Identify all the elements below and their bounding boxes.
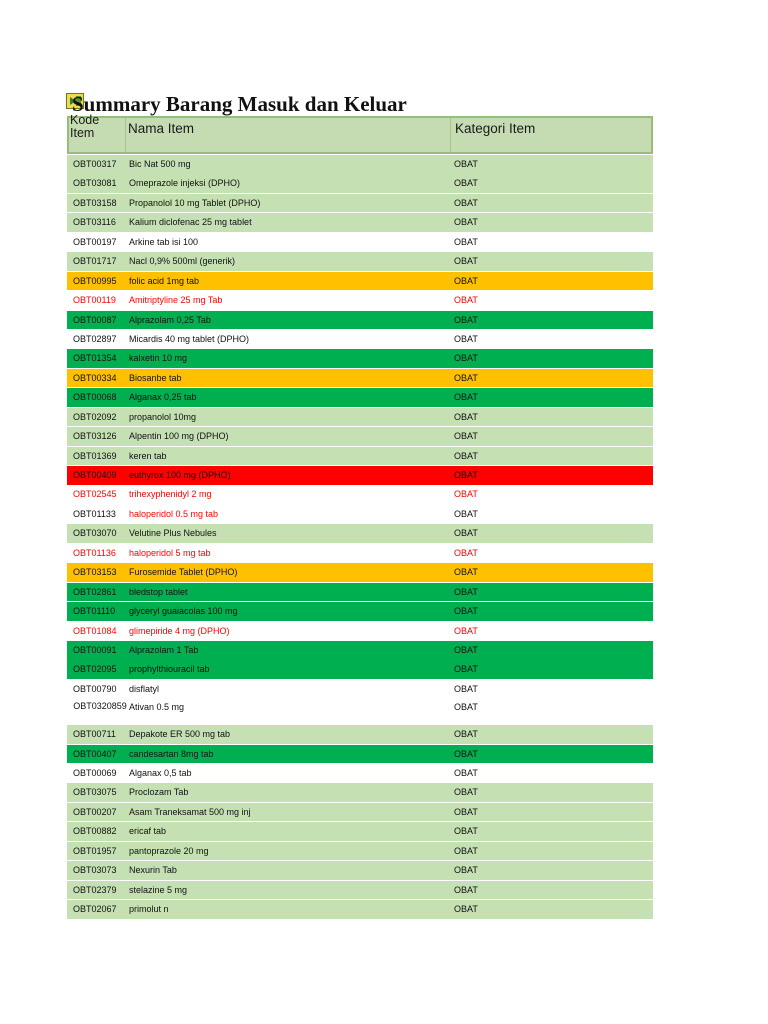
cell-kode: OBT00197 xyxy=(73,236,117,247)
table-row xyxy=(67,174,653,193)
cell-nama: Nacl 0,9% 500ml (generik) xyxy=(129,256,236,267)
cell-nama: Depakote ER 500 mg tab xyxy=(129,729,231,740)
table-row xyxy=(67,900,653,919)
cell-kategori: OBAT xyxy=(454,256,478,267)
cell-kategori: OBAT xyxy=(454,806,478,817)
cell-kategori: OBAT xyxy=(454,489,478,500)
cell-kode: OBT03075 xyxy=(73,787,117,798)
cell-kode: OBT00091 xyxy=(73,644,117,655)
cell-kode: OBT00790 xyxy=(73,683,117,694)
table-row xyxy=(67,641,653,660)
cell-kode: OBT00068 xyxy=(73,392,117,403)
header-divider xyxy=(450,118,451,152)
table-row xyxy=(67,291,653,310)
table-row xyxy=(67,764,653,783)
cell-kategori: OBAT xyxy=(454,644,478,655)
table-row xyxy=(67,466,653,485)
table-body xyxy=(67,155,653,919)
cell-kode: OBT01110 xyxy=(73,606,116,617)
cell-nama: trihexyphenidyl 2 mg xyxy=(129,489,212,500)
cell-kode: OBT02861 xyxy=(73,586,117,597)
cell-kode: OBT00119 xyxy=(73,295,116,306)
cell-kode: OBT00409 xyxy=(73,470,117,480)
cell-kategori: OBAT xyxy=(454,748,478,759)
cell-kategori: OBAT xyxy=(454,547,478,558)
cell-kategori: OBAT xyxy=(454,275,478,286)
cell-kategori: OBAT xyxy=(454,702,478,713)
cell-kode: OBT02545 xyxy=(73,489,117,500)
cell-nama: Alprazolam 0,25 Tab xyxy=(129,314,211,325)
cell-nama: Propanolol 10 mg Tablet (DPHO) xyxy=(129,197,261,208)
cell-kategori: OBAT xyxy=(454,353,478,364)
cell-kategori: OBAT xyxy=(454,178,478,189)
table-row xyxy=(67,602,653,621)
cell-kategori: OBAT xyxy=(454,372,478,383)
cell-kode: OBT00207 xyxy=(73,806,117,817)
cell-kode: OBT00995 xyxy=(73,275,117,286)
cell-kode: OBT02379 xyxy=(73,884,117,895)
cell-nama: Asam Traneksamat 500 mg inj xyxy=(129,806,251,817)
table-row xyxy=(67,822,653,841)
cell-nama: Nexurin Tab xyxy=(129,865,177,876)
cell-kode: OBT01084 xyxy=(73,625,117,636)
cell-nama: Proclozam Tab xyxy=(129,787,189,798)
table-row xyxy=(67,544,653,563)
cell-kategori: OBAT xyxy=(454,586,478,597)
cell-nama: Omeprazole injeksi (DPHO) xyxy=(129,178,241,189)
cell-nama: Amitriptyline 25 mg Tab xyxy=(129,295,223,306)
cell-kode: OBT00087 xyxy=(73,314,117,325)
cell-nama: stelazine 5 mg xyxy=(129,884,188,895)
cell-kategori: OBAT xyxy=(454,431,478,442)
table-row xyxy=(67,725,653,744)
cell-nama: glimepiride 4 mg (DPHO) xyxy=(129,625,230,636)
cell-kode: OBT02067 xyxy=(73,904,117,915)
cell-nama: Alganax 0,25 tab xyxy=(129,392,197,403)
cell-kategori: OBAT xyxy=(454,683,478,694)
cell-kategori: OBAT xyxy=(454,159,478,169)
table-header xyxy=(67,113,653,154)
cell-nama: Furosemide Tablet (DPHO) xyxy=(129,567,238,578)
cell-nama: Alprazolam 1 Tab xyxy=(129,644,199,655)
cell-nama: pantoprazole 20 mg xyxy=(129,845,209,856)
cell-kode: OBT00069 xyxy=(73,767,117,778)
cell-nama: Alganax 0,5 tab xyxy=(129,767,192,778)
header-kode-item: Kode Item xyxy=(70,113,100,140)
cell-kategori: OBAT xyxy=(454,845,478,856)
cell-nama: Bic Nat 500 mg xyxy=(129,159,191,169)
table-row xyxy=(67,447,653,466)
cell-kategori: OBAT xyxy=(454,314,478,325)
cell-kategori: OBAT xyxy=(454,865,478,876)
cell-nama: Kalium diclofenac 25 mg tablet xyxy=(129,217,252,228)
table-row xyxy=(67,660,653,679)
table-row xyxy=(67,194,653,213)
cell-nama: haloperidol 0.5 mg tab xyxy=(129,508,219,519)
cell-kategori: OBAT xyxy=(454,197,478,208)
cell-kode: OBT00882 xyxy=(73,826,117,837)
cell-nama: primolut n xyxy=(129,904,169,915)
cell-kategori: OBAT xyxy=(454,392,478,403)
cell-kategori: OBAT xyxy=(454,508,478,519)
cell-kategori: OBAT xyxy=(454,787,478,798)
cell-kode: OBT0320859 xyxy=(73,701,127,712)
cell-nama: Arkine tab isi 100 xyxy=(129,236,199,247)
table-row xyxy=(67,563,653,582)
cell-kategori: OBAT xyxy=(454,236,478,247)
table-row xyxy=(67,745,653,764)
table-row xyxy=(67,583,653,602)
table-row xyxy=(67,369,653,388)
table-row xyxy=(67,505,653,524)
cell-kode: OBT03126 xyxy=(73,431,117,442)
table-row xyxy=(67,680,653,699)
items-table xyxy=(67,113,653,919)
cell-kode: OBT03158 xyxy=(73,197,117,208)
cell-kategori: OBAT xyxy=(454,567,478,578)
table-row xyxy=(67,699,653,724)
cell-nama: keren tab xyxy=(129,450,167,461)
cell-kode: OBT01133 xyxy=(73,508,116,519)
cell-nama: kalxetin 10 mg xyxy=(129,353,188,364)
cell-nama: prophylthiouracil tab xyxy=(129,664,210,675)
cell-kategori: OBAT xyxy=(454,411,478,422)
table-row xyxy=(67,330,653,349)
cell-kategori: OBAT xyxy=(454,606,478,617)
cell-kategori: OBAT xyxy=(454,470,478,480)
cell-kategori: OBAT xyxy=(454,664,478,675)
cell-nama: glyceryl guaiacolas 100 mg xyxy=(129,606,238,617)
cell-nama: folic acid 1mg tab xyxy=(129,275,200,286)
cell-kategori: OBAT xyxy=(454,904,478,915)
table-row xyxy=(67,485,653,504)
table-row xyxy=(67,272,653,291)
cell-kategori: OBAT xyxy=(454,450,478,461)
page-title: Summary Barang Masuk dan Keluar xyxy=(72,92,407,116)
cell-nama: Biosanbe tab xyxy=(129,372,182,383)
cell-nama: Micardis 40 mg tablet (DPHO) xyxy=(129,333,250,344)
table-row xyxy=(67,388,653,407)
cell-nama: candesartan 8mg tab xyxy=(129,748,214,759)
cell-nama: bledstop tablet xyxy=(129,586,188,597)
cell-nama: propanolol 10mg xyxy=(129,411,197,422)
cell-nama: euthyrox 100 mg (DPHO) xyxy=(129,470,231,480)
header-divider xyxy=(125,118,126,152)
cell-kategori: OBAT xyxy=(454,826,478,837)
cell-kode: OBT00711 xyxy=(73,729,116,740)
cell-kategori: OBAT xyxy=(454,767,478,778)
cell-nama: Ativan 0.5 mg xyxy=(129,702,185,713)
table-row xyxy=(67,213,653,232)
cell-nama: ericaf tab xyxy=(129,826,167,837)
page-title-block xyxy=(66,92,666,118)
table-row xyxy=(67,783,653,802)
table-row xyxy=(67,881,653,900)
cell-kategori: OBAT xyxy=(454,217,478,228)
cell-kode: OBT02095 xyxy=(73,664,117,675)
table-row xyxy=(67,349,653,368)
cell-kode: OBT02897 xyxy=(73,333,117,344)
table-row xyxy=(67,803,653,822)
cell-kode: OBT03153 xyxy=(73,567,117,578)
table-row xyxy=(67,233,653,252)
table-row xyxy=(67,524,653,543)
cell-kode: OBT01369 xyxy=(73,450,117,461)
table-row xyxy=(67,155,653,174)
cell-kategori: OBAT xyxy=(454,884,478,895)
header-nama-item: Nama Item xyxy=(128,121,195,136)
cell-kode: OBT02092 xyxy=(73,411,117,422)
cell-kode: OBT01354 xyxy=(73,353,117,364)
cell-kategori: OBAT xyxy=(454,528,478,539)
cell-kategori: OBAT xyxy=(454,625,478,636)
cell-kode: OBT03070 xyxy=(73,528,117,539)
cell-kode: OBT00317 xyxy=(73,159,117,169)
cell-kode: OBT00334 xyxy=(73,372,117,383)
cell-kategori: OBAT xyxy=(454,333,478,344)
cell-kategori: OBAT xyxy=(454,295,478,306)
table-row xyxy=(67,427,653,446)
cell-kode: OBT03081 xyxy=(73,178,117,189)
cell-nama: Velutine Plus Nebules xyxy=(129,528,217,539)
table-row xyxy=(67,842,653,861)
table-row xyxy=(67,408,653,427)
cell-kode: OBT01957 xyxy=(73,845,117,856)
table-row xyxy=(67,622,653,641)
cell-nama: Alpentin 100 mg (DPHO) xyxy=(129,431,229,442)
table-row xyxy=(67,252,653,271)
cell-kategori: OBAT xyxy=(454,729,478,740)
cell-kode: OBT03073 xyxy=(73,865,117,876)
cell-nama: haloperidol 5 mg tab xyxy=(129,547,211,558)
table-row xyxy=(67,311,653,330)
cell-nama: disflatyl xyxy=(129,683,160,694)
cell-kode: OBT01717 xyxy=(73,256,117,267)
cell-kode: OBT01136 xyxy=(73,547,116,558)
cell-kode: OBT03116 xyxy=(73,217,116,228)
table-row xyxy=(67,861,653,880)
cell-kode: OBT00407 xyxy=(73,748,117,759)
header-kategori-item: Kategori Item xyxy=(455,121,536,136)
